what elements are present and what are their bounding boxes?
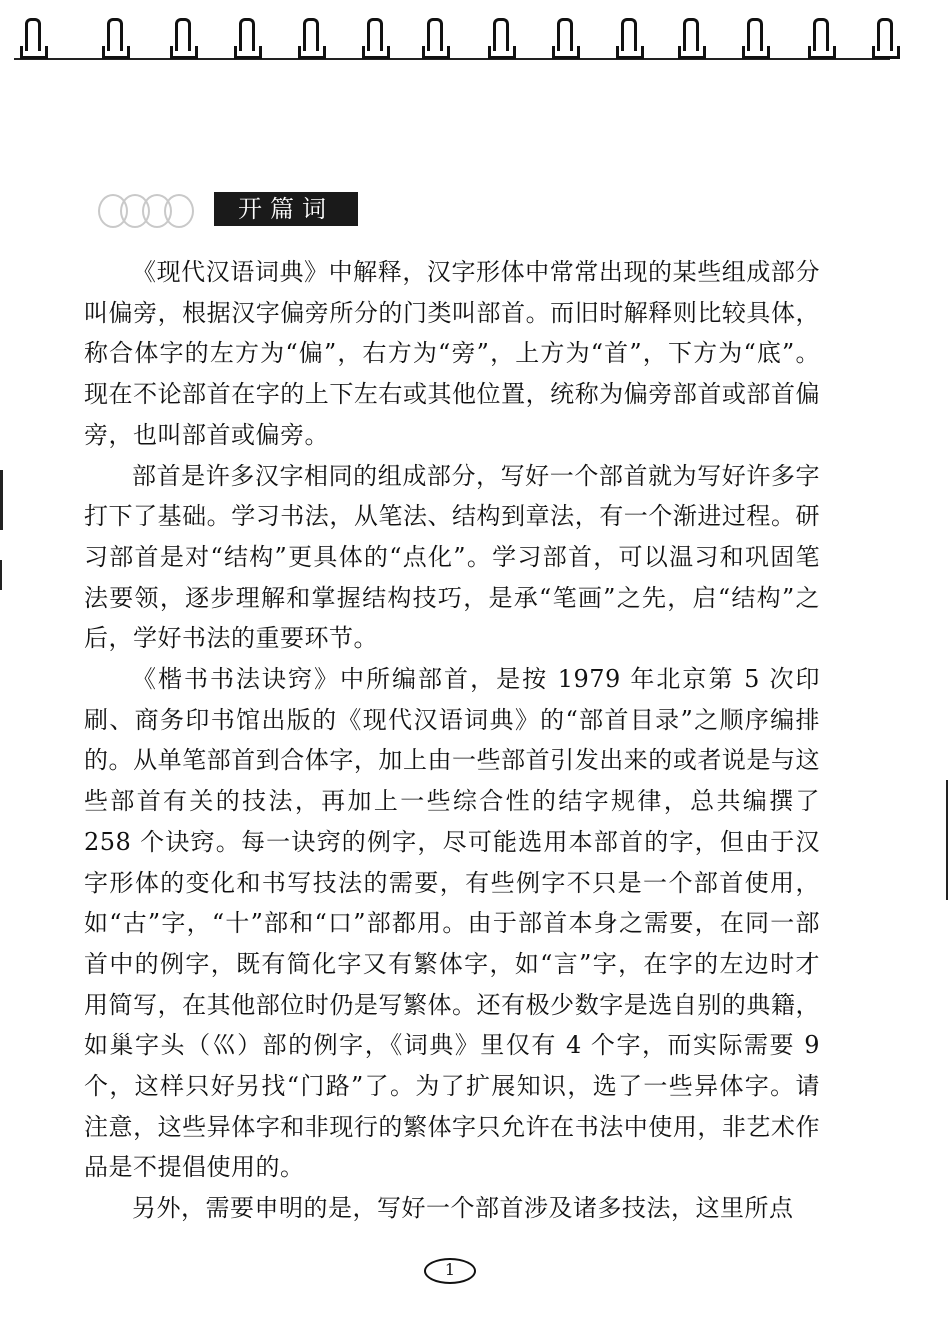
page-number: 1 [444, 1260, 456, 1279]
binding-ring [870, 18, 896, 58]
body-text [84, 252, 820, 1229]
decorative-circles [98, 194, 208, 224]
binding-ring [296, 18, 322, 58]
paragraph: 《现代汉语词典》中解释，汉字形体中常常出现的某些组成部分叫偏旁，根据汉字偏旁所分的门类叫部首。而旧时解释则比较具体，称合体字的左方为“偏”，右方为“旁”，上方为“首”，下方为“底”。现在不论部首在字的上下左右或其他位置，统称为偏旁部首或部首偏旁，也叫部首或偏旁。 [84, 258, 820, 449]
binding-ring [676, 18, 702, 58]
scan-edge-mark [946, 780, 948, 900]
binding-ring [232, 18, 258, 58]
scan-edge-mark [0, 560, 2, 590]
paragraph: 《楷书书法诀窍》中所编部首，是按 1979 年北京第 5 次印刷、商务印书馆出版的《现代汉语词典》的“部首目录”之顺序编排的。从单笔部首到合体字，加上由一些部首引发出来的或者说是与这些部首有关的技法，再加上一些综合性的结字规律，总共编撰了 258 个诀窍。每一诀窍的例字，尽可能选用本部首的字，但由于汉字形体的变化和书写技法的需要，有些例字不只是一个部首使用，如“古”字，“十”部和“口”部都用。由于部首本身之需要，在同一部首中的例字，既有简化字又有繁体字，如“言”字，在字的左边时才用简写，在其他部位时仍是写繁体。还有极少数字是选自别的典籍，如巢字头（巛）部的例字，《词典》里仅有 4 个字，而实际需要 9 个，这样只好另找“门路”了。为了扩展知识，选了一些异体字。请注意，这些异体字和非现行的繁体字只允许在书法中使用，非艺术作品是不提倡使用的。 [84, 665, 820, 1182]
binding-ring [18, 18, 44, 58]
binding-ring [806, 18, 832, 58]
binding-ring [614, 18, 640, 58]
binding-ring [486, 18, 512, 58]
page-number-badge [424, 1258, 476, 1284]
binding-ring [100, 18, 126, 58]
spiral-binding [0, 0, 950, 62]
scan-edge-mark [0, 470, 3, 530]
binding-ring [420, 18, 446, 58]
section-title: 开篇词 [214, 192, 358, 226]
binding-ring [168, 18, 194, 58]
section-heading [88, 190, 388, 230]
paragraph: 部首是许多汉字相同的组成部分，写好一个部首就为写好许多字打下了基础。学习书法，从笔法、结构到章法，有一个渐进过程。研习部首是对“结构”更具体的“点化”。学习部首，可以温习和巩固笔法要领，逐步理解和掌握结构技巧，是承“笔画”之先，启“结构”之后，学好书法的重要环节。 [84, 461, 820, 653]
binding-ring [740, 18, 766, 58]
binding-ring [360, 18, 386, 58]
binding-ring [550, 18, 576, 58]
paragraph: 另外，需要申明的是，写好一个部首涉及诸多技法，这里所点 [132, 1194, 794, 1223]
